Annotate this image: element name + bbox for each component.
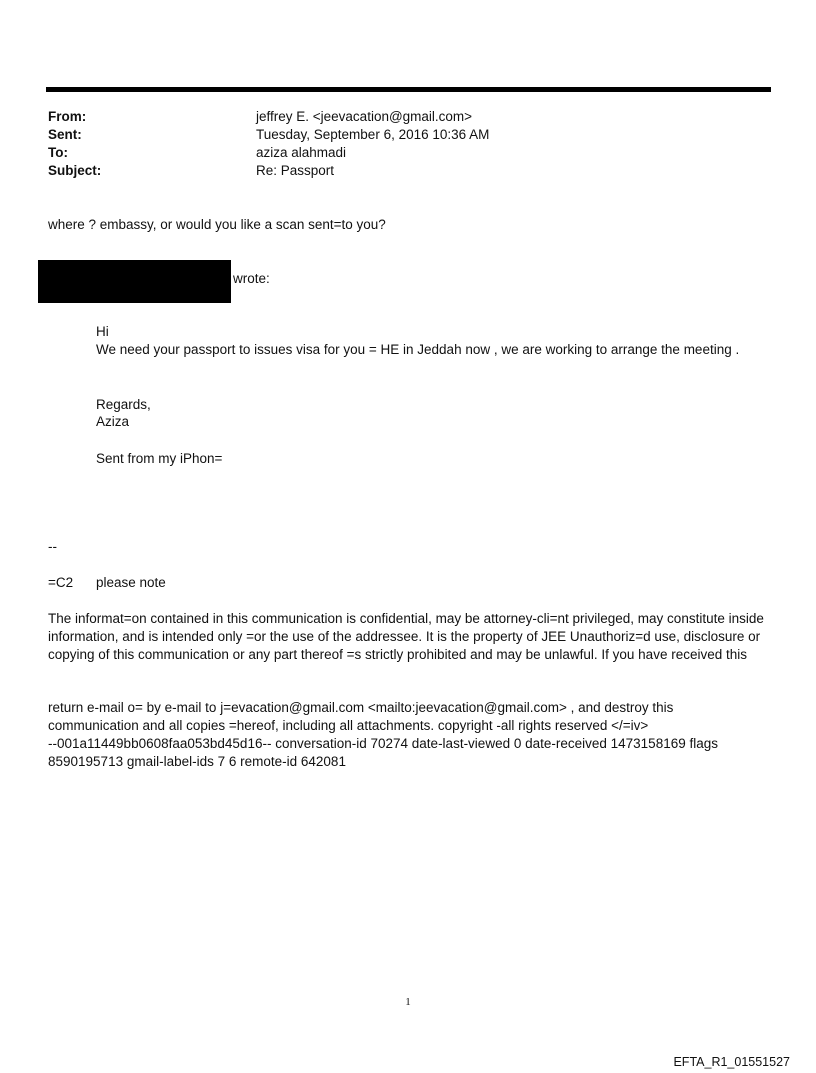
disclaimer-paragraph: The informat=on contained in this communication is confidential, may be attorney-cli=nt privileged, may constitute inside information, and is intended only =or the use of the addressee. It is the property of JEE Unauthoriz=d use, disclosure or copying of this communication or any part thereof =s strictly prohibited and may be unlawful. If you have received this [48, 611, 764, 662]
sent-label: Sent: [48, 127, 82, 142]
separator: -- [48, 539, 57, 554]
sent-value: Tuesday, September 6, 2016 10:36 AM [256, 127, 490, 142]
note-prefix: =C2 [48, 575, 74, 590]
wrote-text: wrote: [233, 271, 270, 286]
page-number: 1 [405, 996, 411, 1008]
to-value: aziza alahmadi [256, 145, 347, 160]
to-label: To: [48, 145, 68, 160]
subject-label: Subject: [48, 163, 102, 178]
reply-text: where ? embassy, or would you like a scan sent=to you? [48, 217, 386, 232]
header-rule [46, 87, 771, 92]
note-text: please note [96, 575, 166, 590]
quoted-message: We need your passport to issues visa for you = HE in Jeddah now , we are working to arrange the meeting . [96, 342, 740, 357]
quoted-name: Aziza [96, 414, 130, 429]
quoted-regards: Regards, [96, 397, 151, 412]
return-line-1: return e-mail o= by e-mail to j=evacation@gmail.com <mailto:jeevacation@gmail.com> , and destroy this [48, 700, 674, 715]
return-line-3: --001a11449bb0608faa053bd45d16-- conversation-id 70274 date-last-viewed 0 date-received 1473158169 flags [48, 736, 718, 751]
document-id: EFTA_R1_01551527 [673, 1055, 790, 1069]
quoted-signature: Sent from my iPhon= [96, 451, 223, 466]
redaction-box [38, 260, 231, 303]
return-line-4: 8590195713 gmail-label-ids 7 6 remote-id 642081 [48, 754, 346, 769]
quoted-greeting: Hi [96, 324, 109, 339]
subject-value: Re: Passport [256, 163, 335, 178]
from-label: From: [48, 109, 87, 124]
from-value: jeffrey E. <jeevacation@gmail.com> [256, 109, 473, 124]
return-line-2: communication and all copies =hereof, including all attachments. copyright -all rights reserved </=iv> [48, 718, 649, 733]
